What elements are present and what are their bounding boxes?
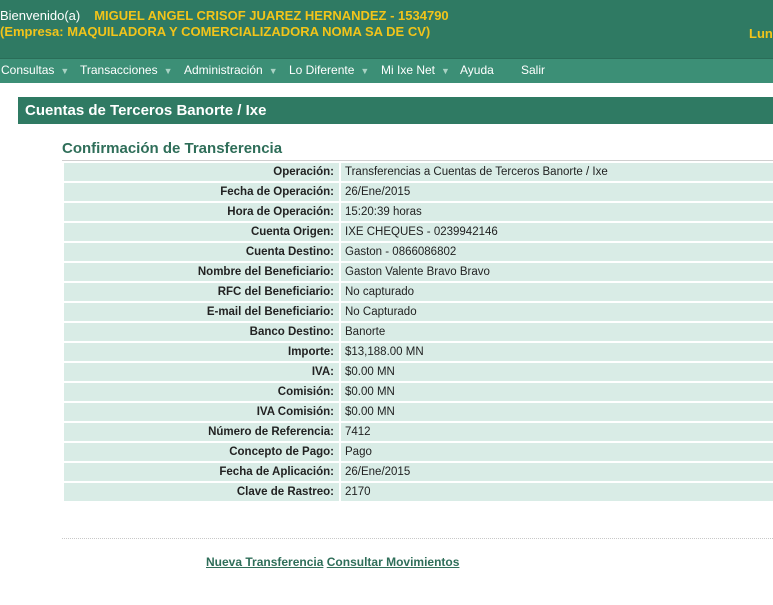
row-label: E-mail del Beneficiario: (64, 303, 339, 321)
row-value: $0.00 MN (341, 403, 773, 421)
row-label: Nombre del Beneficiario: (64, 263, 339, 281)
row-value: Banorte (341, 323, 773, 341)
action-links (206, 555, 459, 569)
row-label: Hora de Operación: (64, 203, 339, 221)
table-row (64, 423, 773, 441)
row-value: IXE CHEQUES - 0239942146 (341, 223, 773, 241)
row-label: IVA: (64, 363, 339, 381)
row-value: Pago (341, 443, 773, 461)
chevron-down-icon: ▼ (60, 66, 70, 76)
nav-lo-diferente[interactable] (289, 63, 369, 77)
nav-administracion[interactable] (184, 63, 278, 77)
nav-label: Consultas (1, 63, 55, 77)
section-title: Cuentas de Terceros Banorte / Ixe (25, 102, 267, 119)
nav-label: Transacciones (80, 63, 158, 77)
nav-salir[interactable] (521, 63, 545, 77)
row-value: Transferencias a Cuentas de Terceros Banorte / Ixe (341, 163, 773, 181)
row-label: Fecha de Operación: (64, 183, 339, 201)
row-label: Concepto de Pago: (64, 443, 339, 461)
nav-label: Mi Ixe Net (381, 63, 436, 77)
table-row (64, 343, 773, 361)
table-row (64, 403, 773, 421)
row-label: Banco Destino: (64, 323, 339, 341)
row-label: Cuenta Origen: (64, 223, 339, 241)
company-name: (Empresa: MAQUILADORA Y COMERCIALIZADORA NOMA SA DE CV) (0, 24, 431, 39)
dotted-divider (62, 538, 773, 539)
welcome-text: Bienvenido(a) (0, 8, 81, 23)
row-value: $0.00 MN (341, 383, 773, 401)
table-row (64, 303, 773, 321)
nav-transacciones[interactable] (80, 63, 173, 77)
current-date: Lun (749, 26, 773, 41)
page-title: Confirmación de Transferencia (62, 140, 283, 157)
top-header (0, 0, 773, 58)
view-movements-link[interactable]: Consultar Movimientos (326, 555, 460, 569)
row-label: RFC del Beneficiario: (64, 283, 339, 301)
nav-label: Lo Diferente (289, 63, 355, 77)
row-label: Fecha de Aplicación: (64, 463, 339, 481)
row-value: 26/Ene/2015 (341, 463, 773, 481)
table-row (64, 323, 773, 341)
table-row (64, 443, 773, 461)
table-row (64, 383, 773, 401)
transfer-details-table (62, 161, 773, 503)
chevron-down-icon: ▼ (441, 66, 450, 76)
table-row (64, 283, 773, 301)
nav-ayuda[interactable] (460, 63, 494, 77)
row-value: 26/Ene/2015 (341, 183, 773, 201)
table-row (64, 263, 773, 281)
row-value: 7412 (341, 423, 773, 441)
user-name: MIGUEL ANGEL CRISOF JUAREZ HERNANDEZ - 1534790 (94, 8, 449, 23)
row-value: No capturado (341, 283, 773, 301)
row-value: $0.00 MN (341, 363, 773, 381)
nav-label: Salir (521, 63, 546, 77)
row-value: $13,188.00 MN (341, 343, 773, 361)
table-row (64, 223, 773, 241)
row-value: 15:20:39 horas (341, 203, 773, 221)
row-value: No Capturado (341, 303, 773, 321)
chevron-down-icon: ▼ (163, 66, 173, 76)
row-value: 2170 (341, 483, 773, 501)
row-value: Gaston Valente Bravo Bravo (341, 263, 773, 281)
row-label: Importe: (64, 343, 339, 361)
table-row (64, 483, 773, 501)
row-label: Número de Referencia: (64, 423, 339, 441)
nav-label: Ayuda (460, 63, 494, 77)
table-row (64, 463, 773, 481)
nav-label: Administración (184, 63, 263, 77)
table-row (64, 183, 773, 201)
nav-consultas[interactable] (1, 63, 69, 77)
welcome-line (0, 8, 449, 24)
table-row (64, 163, 773, 181)
row-label: Comisión: (64, 383, 339, 401)
new-transfer-link[interactable]: Nueva Transferencia (206, 555, 324, 569)
row-value: Gaston - 0866086802 (341, 243, 773, 261)
chevron-down-icon: ▼ (268, 66, 278, 76)
table-row (64, 363, 773, 381)
chevron-down-icon: ▼ (360, 66, 370, 76)
row-label: Operación: (64, 163, 339, 181)
table-row (64, 243, 773, 261)
row-label: Cuenta Destino: (64, 243, 339, 261)
section-header (18, 97, 773, 124)
table-row (64, 203, 773, 221)
nav-mi-ixe-net[interactable] (381, 63, 450, 77)
row-label: Clave de Rastreo: (64, 483, 339, 501)
row-label: IVA Comisión: (64, 403, 339, 421)
main-nav (0, 58, 773, 83)
